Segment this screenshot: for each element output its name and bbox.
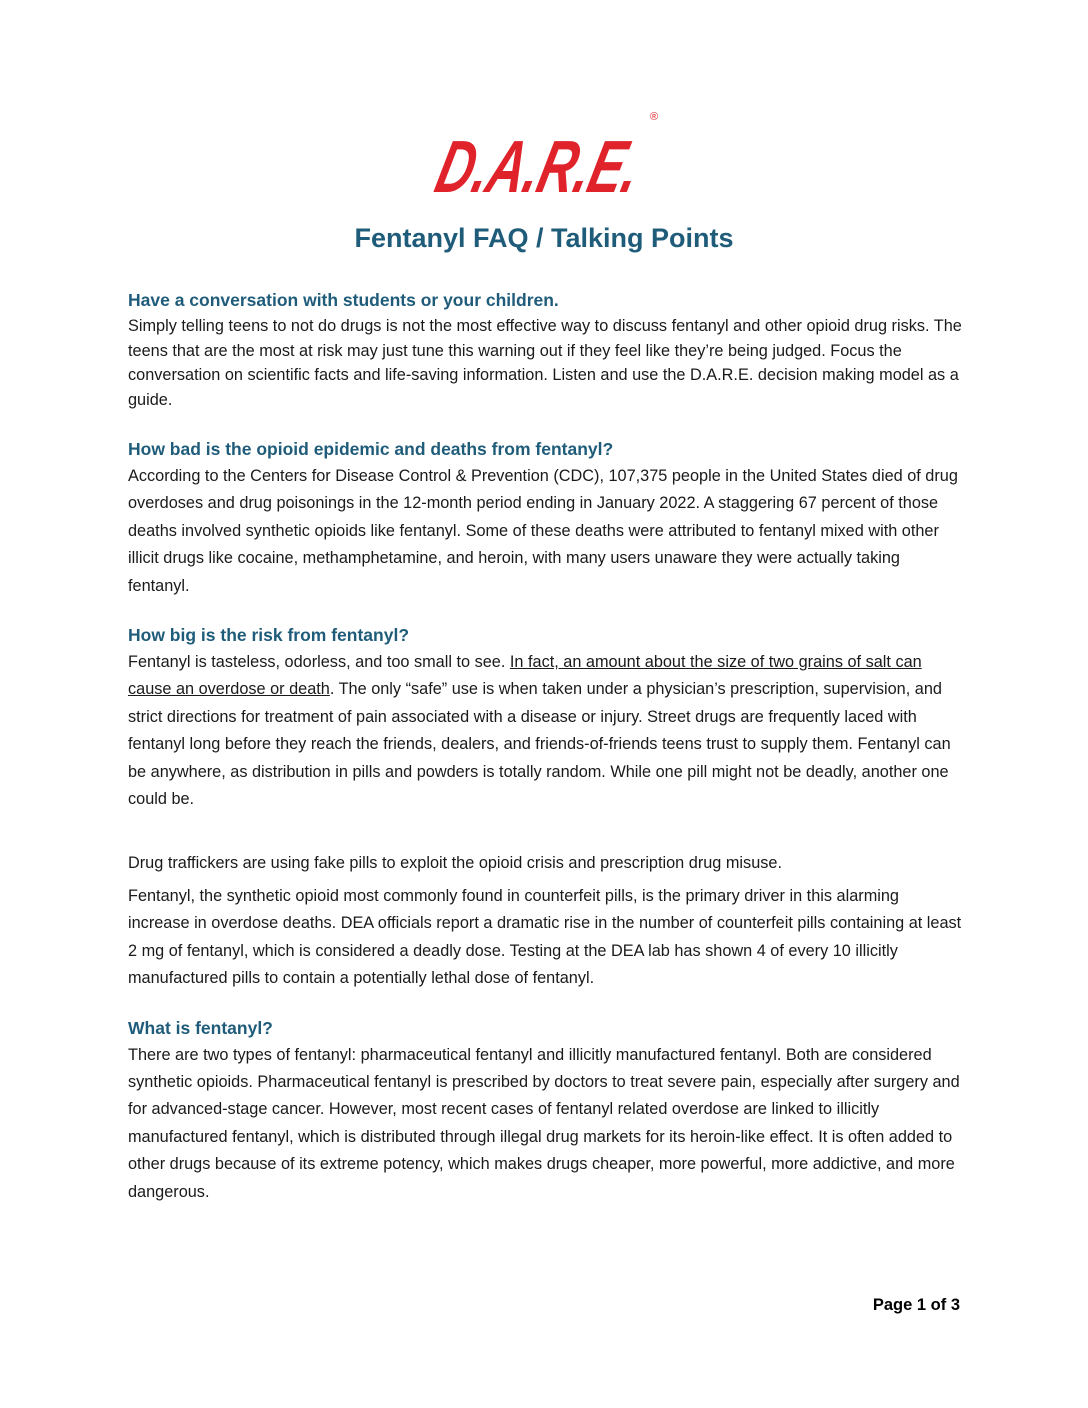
section-heading: How big is the risk from fentanyl? [128, 625, 410, 646]
risk-text-start: Fentanyl is tasteless, odorless, and too small to see. [128, 653, 510, 672]
svg-text:®: ® [650, 111, 659, 123]
page-number: Page 1 of 3 [872, 1296, 960, 1314]
risk-underlined-fact: In fact, an amount about the size of two grains of salt can cause an overdose or death [128, 653, 922, 699]
section-traffickers [128, 850, 964, 992]
section-paragraph: There are two types of fentanyl: pharmaceutical fentanyl and illicitly manufactured fentanyl. Both are considered synthetic opioids. Pharmaceutical fentanyl is prescribed by doctors to treat severe pain, especially after surgery and for advanced-stage cancer. However, most recent cases of fentanyl related overdose are linked to illicitly manufactured fentanyl, which is distributed through illegal drug markets for its heroin-like effect. It is often added to other drugs because of its extreme potency, which makes drugs cheaper, more powerful, more addictive, and more dangerous. [128, 1045, 960, 1201]
traffickers-lead: Drug traffickers are using fake pills to exploit the opioid crisis and prescription drug misuse. [128, 854, 782, 873]
section-heading: How bad is the opioid epidemic and deaths from fentanyl? [128, 439, 614, 459]
section-paragraph [128, 649, 964, 813]
dare-logo [428, 106, 742, 208]
section-paragraph: According to the Centers for Disease Control & Prevention (CDC), 107,375 people in the United States died of drug overdoses and drug poisonings in the 12-month period ending in January 2022. A staggering 67 percent of those deaths involved synthetic opioids like fentanyl. Some of these deaths were attributed to fentanyl mixed with other illicit drugs like cocaine, methamphetamine, and heroin, with many users unaware they were actually taking fentanyl. [128, 467, 958, 595]
document-body [128, 286, 964, 1206]
section-heading: Have a conversation with students or your children. [128, 290, 559, 310]
section-heading: What is fentanyl? [128, 1017, 273, 1038]
svg-text:D.A.R.E.: D.A.R.E. [428, 125, 742, 208]
section-paragraph: Fentanyl, the synthetic opioid most commonly found in counterfeit pills, is the primary driver in this alarming increase in overdose deaths. DEA officials report a dramatic rise in the number of counterfeit pills containing at least 2 mg of fentanyl, which is considered a deadly dose. Testing at the DEA lab has shown 4 of every 10 illicitly manufactured pills to contain a potentially lethal dose of fentanyl. [128, 886, 962, 988]
section-conversation [128, 286, 964, 412]
risk-text-end: . The only “safe” use is when taken under a physician’s prescription, supervision, and strict directions for treatment of pain associated with a disease or injury. Street drugs are frequently laced with fentanyl long before they reach the friends, dealers, and friends-of-friends teens trust to supply them. Fentanyl can be anywhere, as distribution in pills and powders is totally random. While one pill might not be deadly, another one could be. [128, 680, 951, 809]
section-epidemic [128, 435, 964, 600]
page-title: Fentanyl FAQ / Talking Points [354, 223, 734, 253]
section-what-is [128, 1014, 964, 1206]
section-risk [128, 621, 964, 813]
section-paragraph: Simply telling teens to not do drugs is not the most effective way to discuss fentanyl and other opioid drug risks. The teens that are the most at risk may just tune this warning out if they feel like they’re being judged. Focus the conversation on scientific facts and life-saving information. Listen and use the D.A.R.E. decision making model as a guide. [128, 317, 962, 409]
